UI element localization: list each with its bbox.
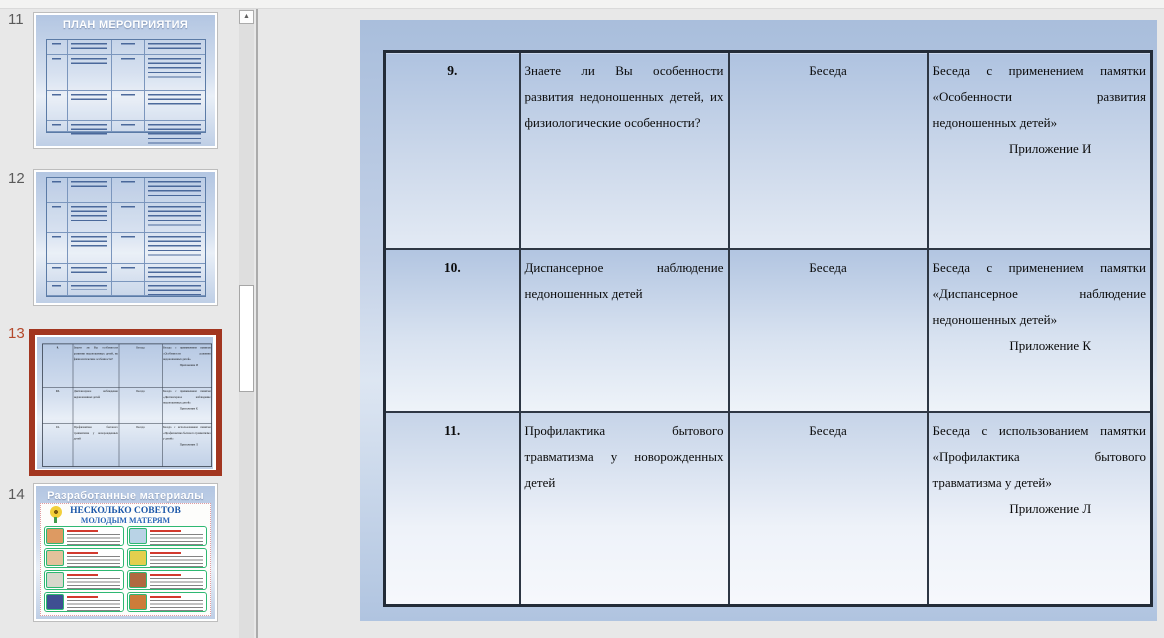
poster-tip <box>44 570 124 590</box>
tip-text-placeholder <box>66 528 122 544</box>
poster-title-line1: НЕСКОЛЬКО СОВЕТОВ <box>70 506 181 516</box>
slide-14-preview <box>36 486 215 619</box>
slide-number-11: 11 <box>8 11 24 28</box>
slide-number-12: 12 <box>8 170 25 187</box>
slide-12-mini-table <box>46 177 206 297</box>
cell-form[interactable]: Беседа <box>729 52 928 249</box>
advice-poster <box>40 503 211 616</box>
ribbon-bottom-edge <box>0 0 1164 9</box>
slide-thumbnail-panel <box>0 9 239 638</box>
slide-11-title: ПЛАН МЕРОПРИЯТИЯ <box>62 19 189 31</box>
cell-number[interactable]: 9. <box>385 52 520 249</box>
tip-photo <box>129 550 147 566</box>
poster-tip <box>44 592 124 612</box>
cell-method[interactable]: Беседа с использованием памятки «Профилактика бытового травматизма у детей» Приложение Л <box>928 412 1152 606</box>
slide-number-14: 14 <box>8 486 25 503</box>
slide-12-preview <box>36 172 215 303</box>
event-plan-table <box>383 50 1153 607</box>
cell-form[interactable]: Беседа <box>729 412 928 606</box>
slide-thumbnail-13-selected[interactable] <box>29 329 222 476</box>
cell-topic[interactable]: Профилактика бытового травматизма у новорожденных детей <box>520 412 729 606</box>
poster-tip <box>127 548 207 568</box>
poster-tip <box>127 592 207 612</box>
tip-text-placeholder <box>66 594 122 610</box>
slide-13-editing-area[interactable] <box>360 20 1157 621</box>
table-row <box>385 412 1152 606</box>
cell-number[interactable]: 10. <box>385 249 520 412</box>
poster-tip <box>44 526 124 546</box>
tip-photo <box>129 594 147 610</box>
slide-number-13: 13 <box>8 325 25 342</box>
poster-tip <box>127 570 207 590</box>
thumbnail-scrollbar[interactable] <box>239 9 254 638</box>
poster-title-line2: МОЛОДЫМ МАТЕРЯМ <box>80 516 171 525</box>
tip-photo <box>46 572 64 588</box>
cell-method[interactable]: Беседа с применением памятки «Особенности развития недоношенных детей» Приложение И <box>928 52 1152 249</box>
scrollbar-thumb[interactable] <box>239 285 254 392</box>
slide-14-title: Разработанные материалы <box>47 490 204 502</box>
appendix-label: Приложение К <box>1009 337 1092 353</box>
appendix-label: Приложение Л <box>1009 500 1092 516</box>
scrollbar-up-arrow-icon[interactable]: ▲ <box>239 10 254 24</box>
tip-photo <box>46 594 64 610</box>
poster-tip <box>44 548 124 568</box>
tip-text-placeholder <box>149 572 205 588</box>
tip-text-placeholder <box>149 528 205 544</box>
cell-form[interactable]: Беседа <box>729 249 928 412</box>
slide-11-preview <box>36 15 215 146</box>
table-row <box>385 249 1152 412</box>
cell-topic[interactable]: Диспансерное наблюдение недоношенных детей <box>520 249 729 412</box>
slide-thumbnail-14[interactable] <box>33 483 218 622</box>
slide-canvas[interactable] <box>258 9 1164 638</box>
table-row <box>385 52 1152 249</box>
tip-text-placeholder <box>66 572 122 588</box>
poster-tip-grid <box>44 526 207 612</box>
tip-photo <box>46 528 64 544</box>
tip-photo <box>46 550 64 566</box>
slide-11-mini-table <box>46 39 206 133</box>
poster-tip <box>127 526 207 546</box>
sunflower-icon <box>50 506 62 518</box>
tip-text-placeholder <box>149 550 205 566</box>
cell-topic[interactable]: Знаете ли Вы особенности развития недоношенных детей, их физиологические особенности? <box>520 52 729 249</box>
tip-photo <box>129 572 147 588</box>
tip-text-placeholder <box>149 594 205 610</box>
cell-number[interactable]: 11. <box>385 412 520 606</box>
slide-13-mini-table: 9. Знаете ли Вы особенности развития недоношенных детей, их физиологические особенности? Беседа Беседа с применением памятки «Особенности развития недоношенных детей» Приложение И 10. Диспансерное наблюдение недоношенных детей Беседа Беседа с применением памятки «Диспансерное наблюдение недоношенных детей» Приложение К 11. Профилактика бытового травматизма у новорожденных детей Беседа Беседа с использованием памятки «Профилактика бытового травматизма у детей» Приложение Л <box>42 344 212 467</box>
tip-photo <box>129 528 147 544</box>
tip-text-placeholder <box>66 550 122 566</box>
slide-13-preview <box>37 337 213 469</box>
cell-method[interactable]: Беседа с применением памятки «Диспансерное наблюдение недоношенных детей» Приложение К <box>928 249 1152 412</box>
slide-thumbnail-11[interactable] <box>33 12 218 149</box>
appendix-label: Приложение И <box>1009 141 1092 156</box>
slide-thumbnail-12[interactable] <box>33 169 218 306</box>
